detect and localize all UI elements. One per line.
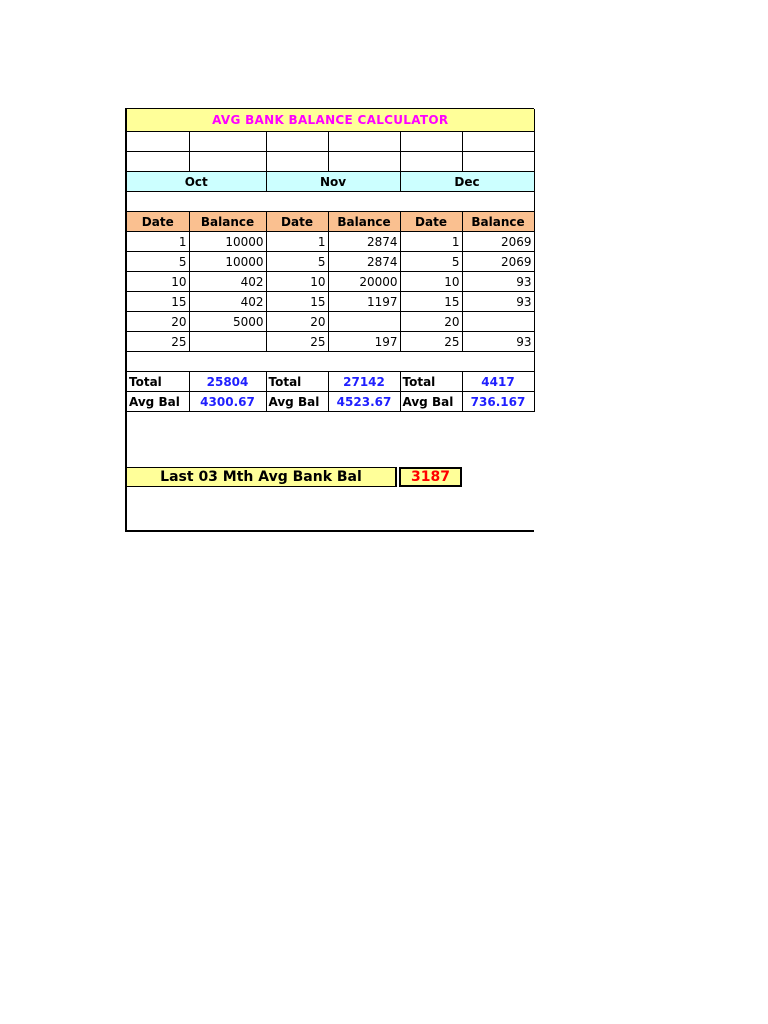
header-balance: Balance (328, 212, 400, 232)
date-cell[interactable]: 1 (127, 232, 189, 252)
date-cell[interactable]: 1 (266, 232, 328, 252)
table-row (127, 312, 534, 332)
month-dec: Dec (400, 172, 534, 192)
balance-cell[interactable]: 402 (189, 292, 266, 312)
date-cell[interactable]: 20 (400, 312, 462, 332)
header-date: Date (127, 212, 189, 232)
avg-bal-label: Avg Bal (127, 392, 189, 412)
sheet-title: AVG BANK BALANCE CALCULATOR (127, 109, 534, 132)
balance-cell[interactable] (462, 312, 534, 332)
last-3-month-avg-value[interactable]: 3187 (399, 467, 462, 487)
date-cell[interactable]: 5 (127, 252, 189, 272)
balance-cell[interactable]: 20000 (328, 272, 400, 292)
balance-cell[interactable] (189, 332, 266, 352)
total-label: Total (266, 372, 328, 392)
date-cell[interactable]: 5 (400, 252, 462, 272)
spreadsheet (125, 108, 534, 532)
balance-cell[interactable]: 2874 (328, 252, 400, 272)
avg-bal-oct[interactable]: 4300.67 (189, 392, 266, 412)
column-header-row (127, 212, 534, 232)
header-balance: Balance (189, 212, 266, 232)
date-cell[interactable]: 1 (400, 232, 462, 252)
date-cell[interactable]: 15 (127, 292, 189, 312)
balance-cell[interactable]: 402 (189, 272, 266, 292)
date-cell[interactable]: 25 (127, 332, 189, 352)
avg-bal-label: Avg Bal (266, 392, 328, 412)
date-cell[interactable]: 5 (266, 252, 328, 272)
header-date: Date (400, 212, 462, 232)
avg-bal-row (127, 392, 534, 412)
blank-row (127, 192, 534, 212)
avg-bal-label: Avg Bal (400, 392, 462, 412)
balance-table (127, 109, 535, 412)
balance-cell[interactable]: 10000 (189, 232, 266, 252)
blank-row (127, 352, 534, 372)
total-row (127, 372, 534, 392)
balance-cell[interactable]: 93 (462, 272, 534, 292)
total-oct[interactable]: 25804 (189, 372, 266, 392)
date-cell[interactable]: 10 (400, 272, 462, 292)
avg-bal-dec[interactable]: 736.167 (462, 392, 534, 412)
month-oct: Oct (127, 172, 266, 192)
balance-cell[interactable]: 1197 (328, 292, 400, 312)
total-label: Total (400, 372, 462, 392)
date-cell[interactable]: 10 (127, 272, 189, 292)
date-cell[interactable]: 25 (266, 332, 328, 352)
total-label: Total (127, 372, 189, 392)
table-row (127, 232, 534, 252)
balance-cell[interactable]: 2874 (328, 232, 400, 252)
balance-cell[interactable]: 2069 (462, 252, 534, 272)
header-balance: Balance (462, 212, 534, 232)
balance-cell[interactable]: 5000 (189, 312, 266, 332)
header-date: Date (266, 212, 328, 232)
blank-row (127, 132, 534, 152)
total-dec[interactable]: 4417 (462, 372, 534, 392)
blank-row (127, 152, 534, 172)
date-cell[interactable]: 20 (266, 312, 328, 332)
balance-cell[interactable]: 93 (462, 292, 534, 312)
month-nov: Nov (266, 172, 400, 192)
table-row (127, 292, 534, 312)
avg-bal-nov[interactable]: 4523.67 (328, 392, 400, 412)
date-cell[interactable]: 25 (400, 332, 462, 352)
date-cell[interactable]: 15 (266, 292, 328, 312)
table-row (127, 252, 534, 272)
table-row (127, 332, 534, 352)
balance-cell[interactable]: 197 (328, 332, 400, 352)
balance-cell[interactable] (328, 312, 400, 332)
date-cell[interactable]: 10 (266, 272, 328, 292)
date-cell[interactable]: 15 (400, 292, 462, 312)
date-cell[interactable]: 20 (127, 312, 189, 332)
total-nov[interactable]: 27142 (328, 372, 400, 392)
table-row (127, 272, 534, 292)
balance-cell[interactable]: 2069 (462, 232, 534, 252)
balance-cell[interactable]: 10000 (189, 252, 266, 272)
last-3-month-avg-label: Last 03 Mth Avg Bank Bal (127, 467, 397, 487)
summary-area (127, 412, 534, 532)
balance-cell[interactable]: 93 (462, 332, 534, 352)
